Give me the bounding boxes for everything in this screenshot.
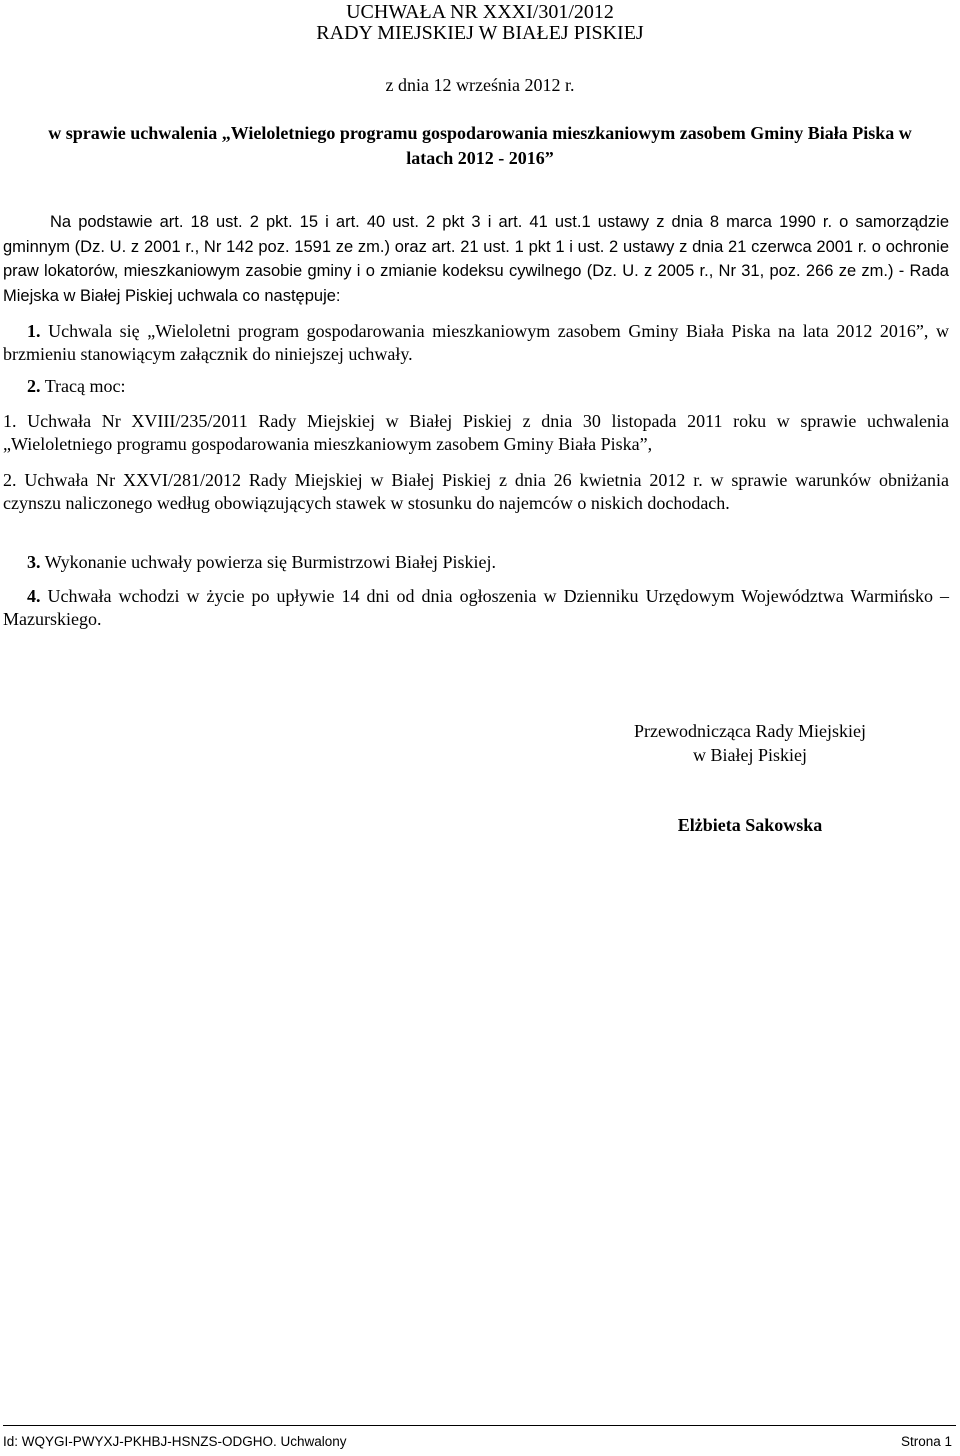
signature-role-line1: Przewodnicząca Rady Miejskiej bbox=[634, 721, 866, 741]
section-1-number: 1. bbox=[27, 321, 41, 341]
section-2 bbox=[3, 375, 949, 398]
repealed-item-2: 2. Uchwała Nr XXVI/281/2012 Rady Miejskiej w Białej Piskiej z dnia 26 kwietnia 2012 r. w sprawie warunków obniżania czynszu naliczonego według obowiązujących stawek w stosunku do najemców o niskich dochodach. bbox=[3, 470, 949, 513]
section-4-number: 4. bbox=[27, 586, 41, 606]
section-2-number: 2. bbox=[27, 376, 41, 396]
resolution-date: z dnia 12 września 2012 r. bbox=[385, 75, 575, 95]
council-name: RADY MIEJSKIEJ W BIAŁEJ PISKIEJ bbox=[316, 22, 644, 44]
section-2-text: Tracą moc: bbox=[44, 376, 126, 396]
resolution-number: UCHWAŁA NR XXXI/301/2012 bbox=[346, 1, 614, 23]
section-1-text: Uchwala się „Wieloletni program gospodarowania mieszkaniowym zasobem Gminy Biała Piska na lata 2012 2016”, w brzmieniu stanowiącym załącznik do niniejszej uchwały. bbox=[3, 321, 949, 364]
section-4-text: Uchwała wchodzi w życie po upływie 14 dni od dnia ogłoszenia w Dzienniku Urzędowym Województwa Warmińsko – Mazurskiego. bbox=[3, 586, 949, 629]
legal-basis-preamble: Na podstawie art. 18 ust. 2 pkt. 15 i art. 40 ust. 2 pkt 3 i art. 41 ust.1 ustawy z dnia 8 marca 1990 r. o samorządzie gminnym (Dz. U. z 2001 r., Nr 142 poz. 1591 ze zm.) oraz art. 21 ust. 1 pkt 1 i ust. 2 ustawy z dnia 21 czerwca 2001 r. o ochronie praw lokatorów, mieszkaniowym zasobie gminy i o zmianie kodeksu cywilnego (Dz. U. z 2005 r., Nr 31, poz. 266 ze zm.) - Rada Miejska w Białej Piskiej uchwala co następuje: bbox=[3, 213, 949, 305]
section-3-text: Wykonanie uchwały powierza się Burmistrzowi Białej Piskiej. bbox=[44, 552, 496, 572]
section-1 bbox=[3, 320, 949, 366]
signatory-name: Elżbieta Sakowska bbox=[677, 815, 823, 835]
signature-role-line2: w Białej Piskiej bbox=[693, 745, 807, 765]
section-4 bbox=[3, 585, 949, 631]
footer-divider bbox=[3, 1425, 956, 1426]
section-3 bbox=[3, 551, 949, 574]
document-id: Id: WQYGI-PWYXJ-PKHBJ-HSNZS-ODGHO. Uchwalony bbox=[3, 1434, 347, 1449]
section-3-number: 3. bbox=[27, 552, 41, 572]
resolution-subject: w sprawie uchwalenia „Wieloletniego programu gospodarowania mieszkaniowym zasobem Gminy Biała Piska w latach 2012 - 2016” bbox=[48, 123, 912, 168]
repealed-item-1: 1. Uchwała Nr XVIII/235/2011 Rady Miejskiej w Białej Piskiej z dnia 30 listopada 2011 roku w sprawie uchwalenia „Wieloletniego programu gospodarowania mieszkaniowym zasobem Gminy Biała Piska”, bbox=[3, 411, 949, 454]
page-number: Strona 1 bbox=[900, 1434, 952, 1449]
